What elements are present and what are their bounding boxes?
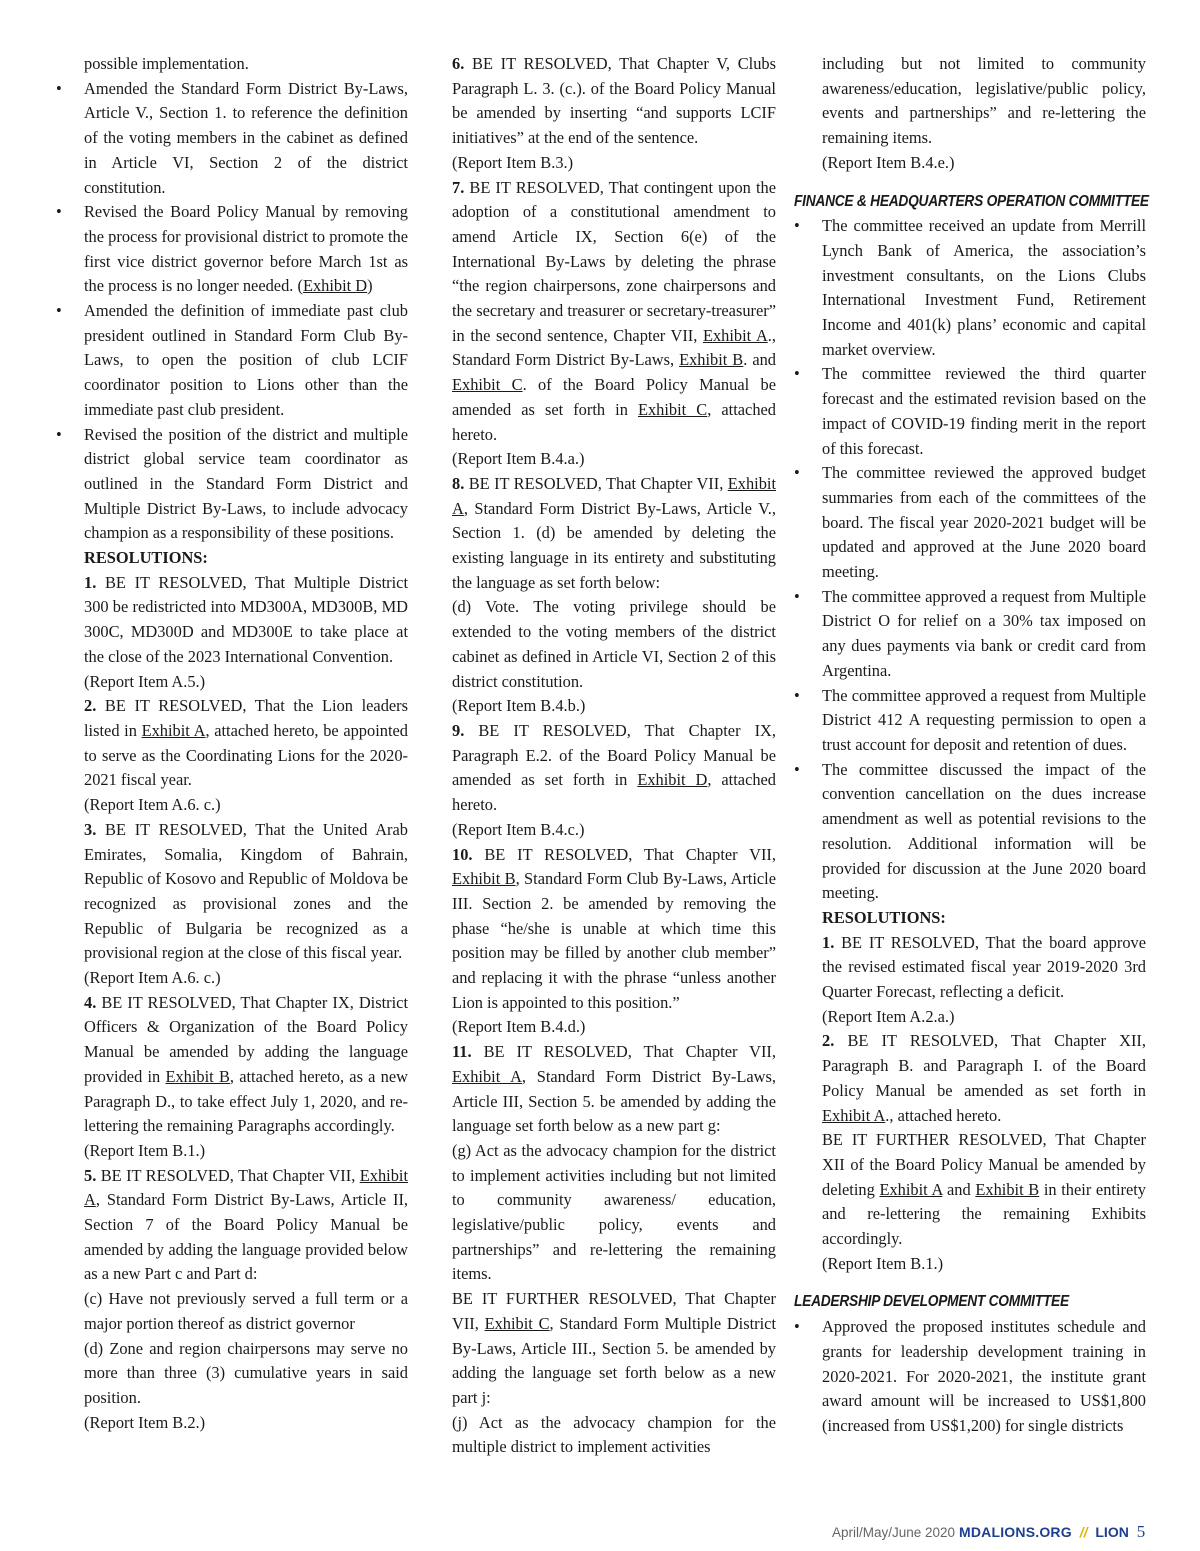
resolution: 2. BE IT RESOLVED, That Chapter XII, Paragraph B. and Paragraph I. of the Board Policy Manual be amended as set forth in Exhibit A., attached hereto. [822,1031,1146,1125]
list-item: • The committee received an update from Merrill Lynch Bank of America, the association’s investment consultants, on the Lions Clubs International Investment Fund, Retirement Income and 401(k) plans’ economic and capital market overview. [794,214,1146,362]
exhibit-link[interactable]: Exhibit B [975,1179,1040,1199]
list-item: • The committee reviewed the third quarter forecast and the estimated revision based on the impact of COVID-19 finding merit in the report of this forecast. [794,362,1146,461]
exhibit-link[interactable]: Exhibit B [679,350,744,370]
report-item: (Report Item B.1.) [84,1140,206,1160]
website-link[interactable]: MDALIONS.ORG [958,1524,1072,1540]
exhibit-link[interactable]: Exhibit A [452,473,776,518]
resolution: 1. BE IT RESOLVED, That Multiple District 300 be redistricted into MD300A, MD300B, MD 300C, MD300D and MD300E to take place at the close of the 2023 International Convention. [84,572,408,666]
paragraph: possible implementation. [84,54,249,73]
report-item: (Report Item B.4.c.) [452,819,585,839]
resolution: 9. BE IT RESOLVED, That Chapter IX, Paragraph E.2. of the Board Policy Manual be amended as set forth in Exhibit D, attached hereto. [452,720,777,815]
resolution: 6. BE IT RESOLVED, That Chapter V, Clubs Paragraph L. 3. (c.). of the Board Policy Manual be amended by inserting “and supports LCIF initiatives” at the end of the sentence. [452,54,776,148]
paragraph: (d) Vote. The voting privilege should be extended to the voting members of the district cabinet as defined in Article VI, Section 2 of this district constitution. [452,597,776,691]
report-item: (Report Item A.2.a.) [822,1006,955,1026]
column-1 [56,52,408,1435]
report-item: (Report Item B.2.) [84,1412,206,1432]
magazine-name: LION [1095,1524,1129,1540]
list-item: • The committee discussed the impact of the convention cancellation on the dues increase amendment as well as potential revisions to the resolution. Additional information will be provided for discussion at the June 2020 board meeting. [794,758,1146,906]
list-item: • Amended the definition of immediate past club president outlined in Standard Form Club By-Laws, to open the position of club LCIF coordinator position to Lions other than the immediate past club president. [56,299,408,423]
list-item: • Revised the position of the district and multiple district global service team coordinator as outlined in the Standard Form District and Multiple District By-Laws, to include advocacy champion as a responsibility of these positions. [56,423,408,547]
report-item: (Report Item B.4.d.) [452,1017,586,1037]
exhibit-link[interactable]: Exhibit A [84,1165,408,1210]
report-item: (Report Item B.4.a.) [452,449,585,469]
resolution: 1. BE IT RESOLVED, That the board approve the revised estimated fiscal year 2019-2020 3rd Quarter Forecast, reflecting a deficit. [822,932,1146,1002]
paragraph: (g) Act as the advocacy champion for the district to implement activities including but not limited to community awareness/ education, legislative/public policy, events and partnerships” and re-lettering the remaining items. [452,1140,776,1284]
report-item: (Report Item A.6. c.) [84,795,221,815]
exhibit-link[interactable]: Exhibit A [452,1066,522,1086]
exhibit-link[interactable]: Exhibit C [637,399,708,419]
paragraph: BE IT FURTHER RESOLVED, That Chapter VII, Exhibit C, Standard Form Multiple District By-Laws, Article III., Section 5. be amended by adding the language set forth below as a new part j: [452,1289,776,1407]
resolution: 7. BE IT RESOLVED, That contingent upon the adoption of a constitutional amendment to amend Article IX, Section 6(e) of the International By-Laws by deleting the phrase “the region chairpersons, zone chairpersons and the secretary and treasurer or secretary-treasurer” in the second sentence, Chapter VII, Exhibit A., Standard Form District By-Laws, Exhibit B. and Exhibit C. of the Board Policy Manual be amended as set forth in Exhibit C, attached hereto. [452,177,776,444]
section-heading: FINANCE & HEADQUARTERS OPERATION COMMITTEE [794,192,1149,210]
page-footer [832,1522,1150,1542]
exhibit-link[interactable]: Exhibit C [484,1313,550,1333]
resolution: 8. BE IT RESOLVED, That Chapter VII, Exhibit A, Standard Form District By-Laws, Article V., Section 1. (d) be amended by deleting the existing language in its entirety and substituting the language as set forth below: [452,473,776,592]
section-heading: LEADERSHIP DEVELOPMENT COMMITTEE [794,1293,1069,1311]
exhibit-link[interactable]: Exhibit D [637,770,708,790]
report-item: (Report Item B.4.b.) [452,696,586,716]
paragraph: (c) Have not previously served a full term or a major portion thereof as district governor [84,1289,408,1333]
resolution: 4. BE IT RESOLVED, That Chapter IX, District Officers & Organization of the Board Policy Manual be amended by adding the language provided in Exhibit B, attached hereto, as a new Paragraph D., to take effect July 1, 2020, and re-lettering the remaining Paragraphs accordingly. [84,992,408,1136]
issue-date: April/May/June 2020 [832,1525,956,1540]
resolutions-heading: RESOLUTIONS: [822,907,946,927]
exhibit-link[interactable]: Exhibit C [452,375,523,395]
list-item: • Approved the proposed institutes schedule and grants for leadership development training in 2020-2021. For 2020-2021, the institute grant award amount will be increased to US$1,800 (increased from US$1,200) for single districts [794,1315,1146,1439]
report-item: (Report Item B.3.) [452,152,574,172]
column-2 [452,52,776,1460]
report-item: (Report Item B.1.) [822,1253,944,1273]
resolution: 5. BE IT RESOLVED, That Chapter VII, Exhibit A, Standard Form District By-Laws, Article II, Section 7 of the Board Policy Manual be amended by adding the language provided below as a new Part c and Part d: [84,1165,408,1284]
list-item: • Amended the Standard Form District By-Laws, Article V., Section 1. to reference the definition of the voting members in the cabinet as defined in Article VI, Section 2 of the district constitution. [56,77,408,201]
list-item: • The committee approved a request from Multiple District O for relief on a 30% tax imposed on any dues payments via bank or credit card from Argentina. [794,585,1146,684]
list-item: • Revised the Board Policy Manual by removing the process for provisional district to promote the first vice district governor before March 1st as the process is no longer needed. (Exhibit D) [56,200,408,299]
page-number: 5 [1136,1522,1146,1541]
paragraph: BE IT FURTHER RESOLVED, That Chapter XII of the Board Policy Manual be amended by deleting Exhibit A and Exhibit B in their entirety and re-lettering the remaining Exhibits accordingly. [822,1130,1146,1249]
resolution: 11. BE IT RESOLVED, That Chapter VII, Exhibit A, Standard Form District By-Laws, Article III, Section 5. be amended by adding the language set forth below as a new part g: [452,1042,776,1136]
report-item: (Report Item A.5.) [84,671,206,691]
list-item: • The committee approved a request from Multiple District 412 A requesting permission to open a trust account for deposit and retention of dues. [794,684,1146,758]
exhibit-link[interactable]: Exhibit A [879,1179,943,1199]
report-item: (Report Item B.4.e.) [822,152,955,172]
exhibit-link[interactable]: Exhibit A [702,325,768,345]
resolution: 3. BE IT RESOLVED, That the United Arab Emirates, Somalia, Kingdom of Bahrain, Republic of Kosovo and Republic of Moldova be recognized as provisional zones and the Republic of Bulgaria be recognized as a provisional region at the close of this fiscal year. [84,819,408,963]
resolution: 10. BE IT RESOLVED, That Chapter VII, Exhibit B, Standard Form Club By-Laws, Article III. Section 2. be amended by removing the phase “he/she is unable at which time this position may be filled by another club member” and replacing it with the phrase “unless another Lion is appointed to this position.” [452,844,776,1012]
list-item: • The committee reviewed the approved budget summaries from each of the committees of the board. The fiscal year 2020-2021 budget will be updated and approved at the June 2020 board meeting. [794,461,1146,585]
column-3 [794,52,1149,1439]
report-item: (Report Item A.6. c.) [84,968,221,988]
resolutions-heading: RESOLUTIONS: [84,548,208,568]
exhibit-link[interactable]: Exhibit B [165,1066,230,1086]
exhibit-link[interactable]: Exhibit A [822,1105,886,1125]
exhibit-link[interactable]: Exhibit D [302,276,368,296]
paragraph: (d) Zone and region chairpersons may serve no more than three (3) cumulative years in said position. [84,1338,408,1407]
resolution: 2. BE IT RESOLVED, That the Lion leaders listed in Exhibit A, attached hereto, be appointed to serve as the Coordinating Lions for the 2020-2021 fiscal year. [84,696,408,790]
paragraph: including but not limited to community awareness/education, legislative/public policy, events and partnerships” and re-lettering the remaining items. [822,54,1146,148]
paragraph: (j) Act as the advocacy champion for the multiple district to implement activities [452,1412,776,1457]
footer-separator: // [1079,1524,1088,1540]
exhibit-link[interactable]: Exhibit B [452,869,516,889]
exhibit-link[interactable]: Exhibit A [141,720,206,740]
